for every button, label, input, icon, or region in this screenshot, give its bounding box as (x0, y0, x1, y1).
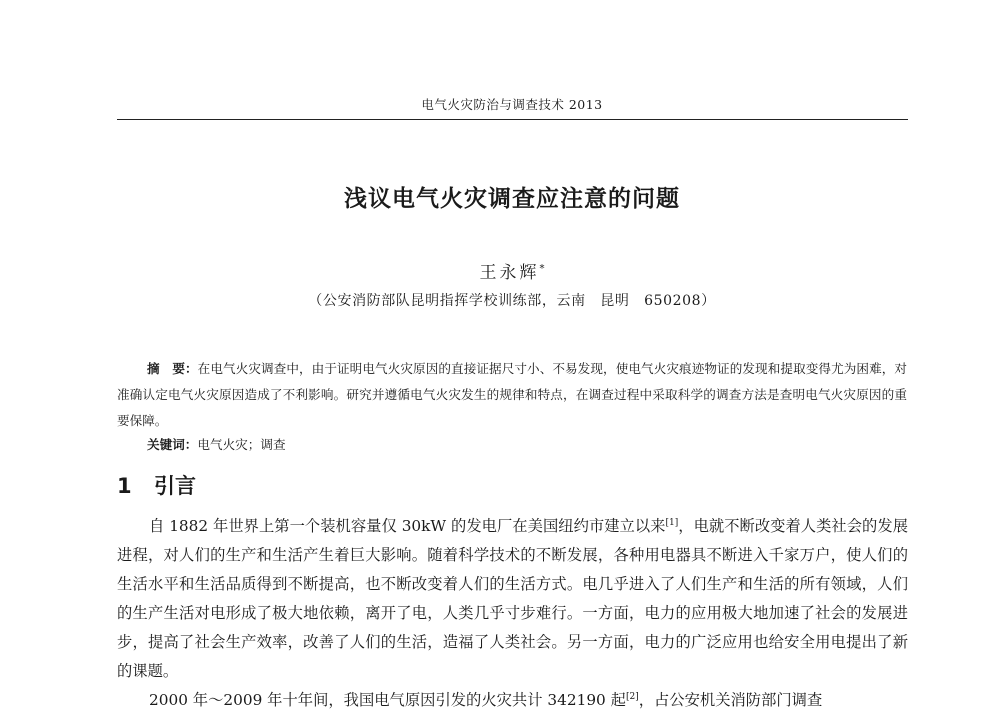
body-paragraph (117, 512, 908, 686)
author-footnote-mark: * (539, 263, 545, 275)
citation-ref: [1] (665, 517, 679, 528)
paragraph-text: ，电就不断改变着人类社会的发展进程，对人们的生产和生活产生着巨大影响。随着科学技术的不断发展，各种用电器具不断进入千家万户，使人们的生活水平和生活品质得到不断提高，也不断改变着人们的生活方式。电几乎进入了人们生产和生活的所有领域，人们的生产生活对电形成了极大地依赖，离开了电，人类几乎寸步难行。一方面，电力的应用极大地加速了社会的发展进步，提高了社会生产效率，改善了人们的生活，造福了人类社会。另一方面，电力的广泛应用也给安全用电提出了新的课题。 (117, 517, 908, 680)
running-head: 电气火灾防治与调查技术 2013 (421, 97, 603, 112)
section-title: 引言 (154, 474, 196, 498)
section-heading (117, 470, 196, 500)
paragraph-text: ，占公安机关消防部门调查 (638, 691, 823, 709)
paper-title: 浅议电气火灾调查应注意的问题 (344, 186, 680, 212)
keywords-label: 关键词： (147, 437, 198, 452)
author-line (117, 258, 907, 283)
abstract-text: 在电气火灾调查中，由于证明电气火灾原因的直接证据尺寸小、不易发现，使电气火灾痕迹物证的发现和提取变得尤为困难，对准确认定电气火灾原因造成了不利影响。研究并遵循电气火灾发生的规律和特点，在调查过程中采取科学的调查方法是查明电气火灾原因的重要保障。 (117, 361, 908, 428)
abstract-label: 摘 要： (147, 361, 198, 376)
author-name: 王永辉 (479, 263, 540, 283)
abstract (117, 356, 907, 434)
paragraph-text: 2000 年～2009 年十年间，我国电气原因引发的火灾共计 342190 起 (149, 691, 626, 709)
citation-ref: [2] (625, 691, 639, 702)
keywords (147, 434, 286, 453)
body-paragraph (117, 686, 908, 715)
author-affiliation: （公安消防部队昆明指挥学校训练部，云南 昆明 650208） (308, 293, 716, 309)
keywords-text: 电气火灾；调查 (197, 437, 286, 452)
paragraph-text: 自 1882 年世界上第一个装机容量仅 30kW 的发电厂在美国纽约市建立以来 (149, 517, 666, 535)
section-number: 1 (117, 474, 132, 498)
body-text (117, 512, 908, 715)
header-rule (117, 119, 908, 120)
